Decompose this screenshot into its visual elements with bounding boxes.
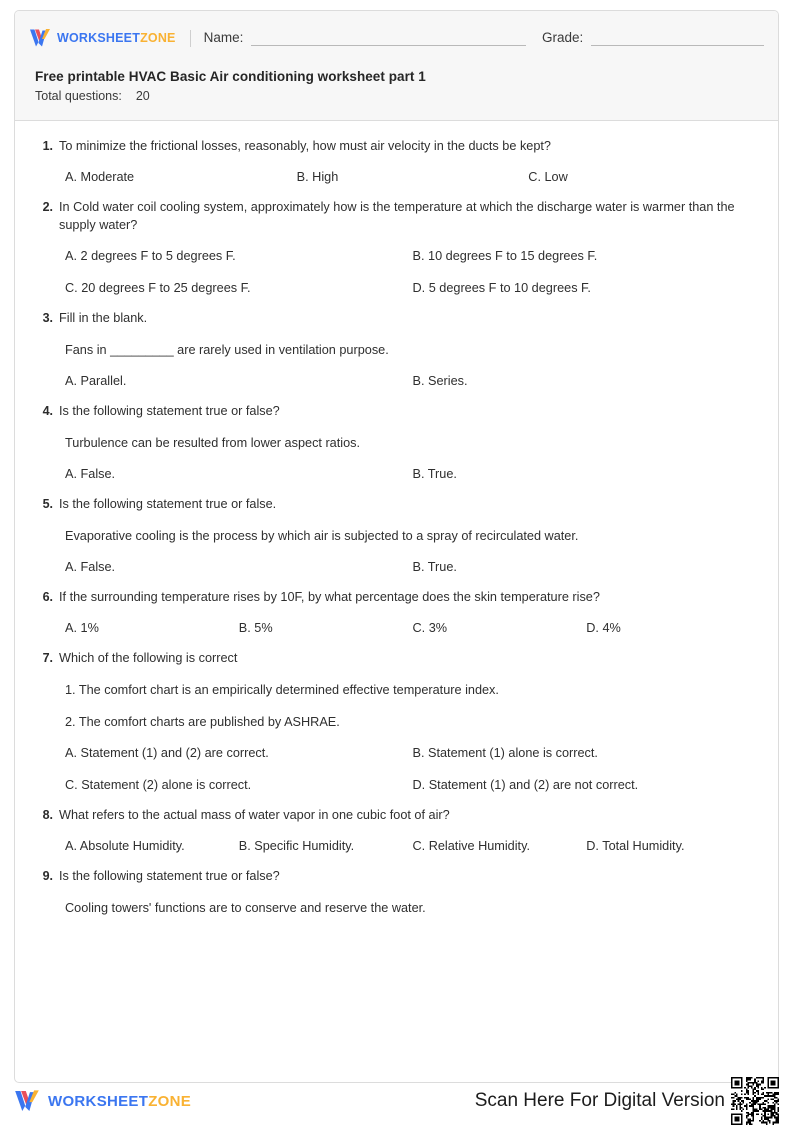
- question-number: 5.: [42, 497, 53, 511]
- answer-option[interactable]: A. 2 degrees F to 5 degrees F.: [65, 249, 236, 263]
- worksheet-card: [14, 10, 779, 1083]
- answer-option[interactable]: A. False.: [65, 467, 116, 481]
- answer-option[interactable]: A. 1%: [65, 621, 99, 635]
- question-item: [33, 495, 760, 576]
- header-divider: [190, 30, 191, 47]
- question-number: 9.: [42, 869, 53, 883]
- question-item: [33, 309, 760, 390]
- answer-options: [65, 372, 760, 390]
- scan-here-text: Scan Here For Digital Version: [474, 1090, 725, 1111]
- answer-option[interactable]: A. Statement (1) and (2) are correct.: [65, 746, 269, 760]
- question-item: [33, 402, 760, 483]
- answer-option[interactable]: B. Statement (1) alone is correct.: [412, 746, 598, 760]
- answer-option[interactable]: D. 5 degrees F to 10 degrees F.: [412, 281, 591, 295]
- question-head: [33, 867, 760, 885]
- question-statement: Evaporative cooling is the process by which air is subjected to a spray of recirculated water.: [65, 529, 579, 543]
- grade-field-group: [542, 30, 764, 46]
- question-item: [33, 588, 760, 637]
- total-questions-value: 20: [135, 89, 150, 103]
- total-questions-label: Total questions:: [35, 89, 122, 103]
- answer-options: [65, 837, 760, 855]
- answer-option[interactable]: C. 20 degrees F to 25 degrees F.: [65, 281, 251, 295]
- answer-options: [65, 619, 760, 637]
- header-identity-row: [29, 11, 764, 61]
- question-number: 3.: [42, 311, 53, 325]
- question-head: [33, 402, 760, 420]
- brand-logo: [29, 28, 176, 48]
- question-text: Is the following statement true or false?: [59, 404, 280, 418]
- answer-option[interactable]: B. True.: [412, 560, 457, 574]
- question-number: 2.: [42, 200, 53, 214]
- question-text: What refers to the actual mass of water vapor in one cubic foot of air?: [59, 808, 450, 822]
- answer-options: [65, 168, 760, 186]
- answer-options: [65, 558, 760, 576]
- question-item: [33, 198, 760, 297]
- question-number: 8.: [42, 808, 53, 822]
- question-item: [33, 806, 760, 855]
- answer-option[interactable]: B. 10 degrees F to 15 degrees F.: [412, 249, 598, 263]
- worksheet-header: [15, 11, 778, 121]
- question-statement: 2. The comfort charts are published by ASHRAE.: [65, 715, 340, 729]
- question-item: [33, 649, 760, 794]
- answer-options: [65, 247, 760, 297]
- answer-option[interactable]: A. False.: [65, 560, 116, 574]
- answer-option[interactable]: D. Statement (1) and (2) are not correct.: [412, 778, 639, 792]
- worksheet-zone-w-logo-icon: [29, 28, 51, 48]
- question-number: 6.: [42, 590, 53, 604]
- answer-option[interactable]: B. Specific Humidity.: [238, 839, 355, 853]
- answer-option[interactable]: C. Low: [528, 170, 568, 184]
- worksheet-title: Free printable HVAC Basic Air conditioning worksheet part 1: [35, 69, 426, 84]
- question-statement: Cooling towers' functions are to conserve and reserve the water.: [65, 901, 426, 915]
- question-text: Fill in the blank.: [59, 311, 148, 325]
- footer-brand-word-worksheet: WORKSHEET: [48, 1092, 149, 1110]
- question-head: [33, 309, 760, 327]
- brand-word-worksheet: WORKSHEET: [57, 31, 141, 45]
- question-statement: Turbulence can be resulted from lower aspect ratios.: [65, 436, 361, 450]
- name-field-group: [204, 30, 526, 46]
- question-number: 7.: [42, 651, 53, 665]
- answer-option[interactable]: D. Total Humidity.: [586, 839, 685, 853]
- question-text: In Cold water coil cooling system, approximately how is the temperature at which the discharge water is warmer than the supply water?: [59, 200, 735, 232]
- qr-code-icon[interactable]: [731, 1077, 779, 1125]
- question-number: 1.: [42, 139, 53, 153]
- answer-options: [65, 465, 760, 483]
- brand-word-zone: ZONE: [140, 31, 176, 45]
- question-head: [33, 806, 760, 824]
- total-questions: [35, 89, 764, 103]
- question-item: [33, 137, 760, 186]
- footer-brand-wordmark: [48, 1093, 191, 1110]
- answer-option[interactable]: A. Parallel.: [65, 374, 127, 388]
- question-text: To minimize the frictional losses, reasonably, how must air velocity in the ducts be kept?: [59, 139, 551, 153]
- answer-option[interactable]: B. 5%: [238, 621, 273, 635]
- answer-option[interactable]: B. Series.: [412, 374, 468, 388]
- questions-list: [15, 121, 778, 917]
- grade-input-line[interactable]: [591, 32, 764, 46]
- question-statement: 1. The comfort chart is an empirically determined effective temperature index.: [65, 683, 499, 697]
- grade-label: Grade:: [542, 30, 584, 45]
- footer-brand-logo: [14, 1089, 191, 1113]
- question-head: [33, 588, 760, 606]
- question-text: Which of the following is correct: [59, 651, 238, 665]
- answer-option[interactable]: A. Absolute Humidity.: [65, 839, 185, 853]
- question-head: [33, 495, 760, 513]
- answer-option[interactable]: B. True.: [412, 467, 457, 481]
- question-text: Is the following statement true or false.: [59, 497, 277, 511]
- question-number: 4.: [42, 404, 53, 418]
- question-text: Is the following statement true or false?: [59, 869, 280, 883]
- page-footer: [14, 1084, 779, 1118]
- answer-options: [65, 744, 760, 794]
- answer-option[interactable]: C. Relative Humidity.: [412, 839, 531, 853]
- question-text: If the surrounding temperature rises by 10F, by what percentage does the skin temperature rise?: [59, 590, 600, 604]
- answer-option[interactable]: C. Statement (2) alone is correct.: [65, 778, 252, 792]
- answer-option[interactable]: C. 3%: [412, 621, 448, 635]
- question-head: [33, 198, 760, 234]
- footer-scan-group: [475, 1077, 779, 1125]
- answer-option[interactable]: A. Moderate: [65, 170, 135, 184]
- question-item: [33, 867, 760, 917]
- worksheet-zone-w-logo-icon: [14, 1089, 40, 1113]
- brand-wordmark: [57, 31, 176, 45]
- answer-option[interactable]: B. High: [296, 170, 339, 184]
- question-statement: Fans in _________ are rarely used in ventilation purpose.: [65, 343, 389, 357]
- name-input-line[interactable]: [251, 32, 526, 46]
- question-head: [33, 649, 760, 667]
- name-label: Name:: [203, 30, 244, 45]
- footer-brand-word-zone: ZONE: [148, 1092, 192, 1110]
- question-head: [33, 137, 760, 155]
- answer-option[interactable]: D. 4%: [586, 621, 621, 635]
